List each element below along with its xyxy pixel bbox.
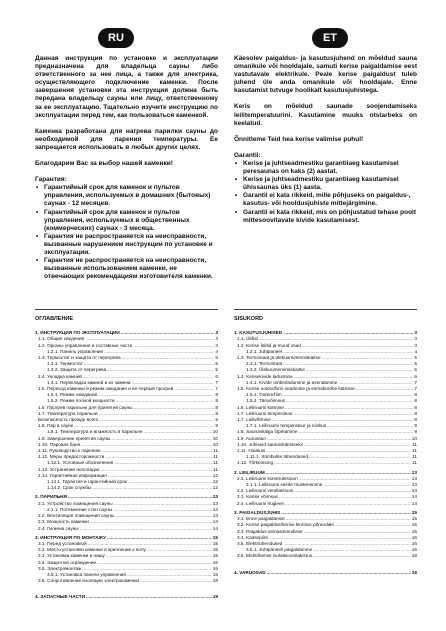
toc-page-number: 3: [414, 330, 417, 336]
ru-warranty-list: [35, 184, 218, 281]
toc-entry-label: 1.2.1. Juhtpaneel: [246, 348, 282, 354]
toc-dot-leader: [285, 501, 411, 507]
toc-page-number: 13: [212, 513, 218, 519]
toc-entry-label: 1.10. Juhiseid saunaskäimiseks: [237, 441, 303, 447]
toc-entry-label: 1.7.1. Leiliruumi temperatuur ja niiskus: [246, 423, 327, 429]
toc-page-number: 4: [414, 348, 417, 354]
toc-entry-label: 1.3.1. Termostaat: [246, 361, 283, 367]
toc-page-number: 14: [212, 519, 218, 525]
ru-warranty-title: Гарантия:: [35, 176, 67, 184]
toc-entry-label: 1.3.1. Термостат: [47, 361, 83, 367]
toc-page-number: 19: [411, 569, 417, 575]
toc-page-number: 6: [215, 373, 218, 379]
toc-entry-label: 1.13. Устранение неполадок: [38, 466, 100, 472]
toc-entry-label: 1.2. Органы управления и составные части: [38, 342, 133, 348]
ru-toc-entry: [35, 485, 218, 491]
toc-page-number: 11: [213, 460, 218, 466]
toc-entry-label: 1.14.1. Гарантия и гарантийный срок: [47, 479, 127, 485]
toc-page-number: 15: [411, 522, 417, 528]
et-thanks-paragraph: Õnnitleme Teid hea kerise valimise puhul!: [234, 135, 364, 143]
ru-thanks-paragraph: Благодарим Вас за выбор нашей каменки!: [35, 160, 173, 168]
toc-entry-label: 4. ЗАПАСНЫЕ ЧАСТИ: [35, 594, 85, 600]
toc-page-number: 11: [213, 466, 218, 472]
ru-toc-entry: [35, 594, 218, 600]
toc-page-number: 15: [411, 509, 417, 515]
section-divider: [234, 309, 417, 310]
toc-entry-label: 2.2. Вентиляция помещения сауны: [38, 513, 115, 519]
ru-warranty-item: • Гарантийный срок для каменок и пультов управления, используемых в домашних (бытовых) саунах - 12 месяцев.: [35, 184, 218, 208]
toc-page-number: 8: [414, 392, 417, 398]
toc-entry-label: 1.4.1. Перекладка камней и их замена: [47, 379, 131, 385]
et-warranty-item: • Kerise ja juhtseadmestiku garantiiaeg kasutamisel ühissaunas üks (1) aasta.: [234, 176, 417, 192]
toc-page-number: 11: [412, 460, 417, 466]
toc-entry-label: 2.4. Leiliruumi hügieen: [237, 500, 285, 506]
ru-warranty-item: • Гарантия не распространяется на неисправности, вызванные использованием каменки, не отвечающих рекомендациям изготовителя каменки.: [35, 257, 218, 281]
toc-page-number: 12: [212, 479, 218, 485]
ru-toc-title: ОГЛАВЛЕНИЕ: [35, 316, 74, 322]
toc-entry-label: 1.5.1. Ooterežiim: [246, 392, 282, 398]
ru-intro-column: [35, 55, 218, 281]
toc-entry-label: 1.6. Leiliruumi kütmine: [237, 404, 284, 410]
toc-entry-label: 2.3. Мощность каменки: [38, 519, 89, 525]
toc-page-number: 18: [411, 553, 417, 559]
toc-page-number: 8: [414, 417, 417, 423]
toc-entry-label: 3. PAIGALDUSJUHIS: [234, 509, 281, 515]
toc-entry-label: 1. KASUTUSJUHISED: [234, 330, 283, 336]
toc-dot-leader: [313, 553, 411, 559]
toc-entry-label: 1.5.2. Режим полной мощности: [47, 398, 115, 404]
toc-page-number: 10: [212, 429, 218, 435]
toc-entry-label: 3.1. Enne paigaldamist: [237, 516, 285, 522]
toc-page-number: 16: [212, 571, 218, 577]
toc-dot-leader: [140, 578, 212, 584]
toc-page-number: 19: [212, 594, 218, 600]
toc-page-number: 14: [411, 500, 417, 506]
et-warranty-item: • Garantii ei kata rikkeid, mis on põhjustatud tehase poolt mittesoovitavate kivide kasutamisest.: [234, 209, 417, 225]
toc-entry-label: 3.4. Kaitsepiire: [237, 534, 269, 540]
language-badge-et: ET: [312, 28, 348, 48]
toc-page-number: 13: [411, 488, 417, 494]
toc-page-number: 15: [212, 553, 218, 559]
et-warranty-list: [234, 160, 417, 225]
toc-page-number: 10: [411, 435, 417, 441]
toc-page-number: 3: [215, 330, 218, 336]
toc-entry-label: 1.3.2. Защита от перегрева: [47, 367, 107, 373]
toc-entry-label: 1.2. Kerise lülitid ja muud osad: [237, 342, 301, 348]
toc-entry-label: 1.14. Гарантийная информация: [38, 472, 107, 478]
toc-entry-label: 1.7. Leilivõtmine: [237, 417, 271, 423]
ru-toc-entry: [35, 526, 218, 532]
toc-entry-label: 1.3. Termostaat ja ülekuumenemiskaitse: [237, 355, 321, 361]
toc-entry-label: 1.12.1. Условные обозначения: [47, 460, 114, 466]
toc-entry-label: 3.5. Электромонтаж: [38, 565, 82, 571]
toc-page-number: 13: [411, 469, 417, 475]
toc-page-number: 3: [414, 342, 417, 348]
toc-entry-label: 1.5. Переход каменки в режим ожидания и ее первый прогрев: [38, 386, 174, 392]
toc-page-number: 8: [215, 392, 218, 398]
toc-entry-label: 3.5.1. Установка панели управления: [47, 571, 126, 577]
toc-entry-label: 1.6. Прогрев парильни для принятия сауны: [38, 404, 133, 410]
toc-entry-label: 1.5. Kerise ooterežiimi seadmine ja esmakordne kütmine: [237, 386, 355, 392]
toc-page-number: 9: [414, 423, 417, 429]
toc-entry-label: 2.1. Leiliruumi konstruktsioon: [237, 475, 298, 481]
toc-page-number: 7: [215, 379, 218, 385]
toc-entry-label: 3.6. Elektrikerise isolatsioonitakistus: [237, 553, 313, 559]
toc-page-number: 18: [212, 578, 218, 584]
toc-entry-label: 3.5. Elektriühendused: [237, 540, 283, 546]
et-warranty-item: • Kerise ja juhtseadmestiku garantiiaeg kasutamisel peresaunas on kaks (2) aastat.: [234, 160, 417, 176]
toc-entry-label: 1.8.1. Температура и влажность в парильне: [47, 429, 143, 435]
toc-entry-label: 1.11.1. Sümbolite tähendused: [246, 454, 308, 460]
et-purpose-paragraph: Keris on mõeldud saunade soojendamiseks leilitemperatuurini. Kasutamine muuks otstarbeks on keelatud.: [234, 103, 417, 127]
ru-intro-paragraph: Данная инструкция по установке и эксплуатации предназначена для владельца сауны либо ответственного за нее лица, а также для электрика, осуществляющего подключение каменки. После завершения установки эта инструкция должна быть передана владельцу сауны или лицу, ответственному за ее эксплуатацию. Тщательно изучите инструкцию по эксплуатации перед тем, как пользоваться каменкой.: [35, 55, 218, 119]
toc-page-number: 8: [414, 410, 417, 416]
toc-dot-leader: [80, 526, 212, 532]
ru-warranty-item: • Гарантия не распространяется на неисправности, вызванные нарушением инструкции по установке и эксплуатации.: [35, 233, 218, 257]
et-intro-paragraph: Käesolev paigaldus- ja kasutusjuhend on mõeldud sauna omanikule või hooldajale, samuti kerise paigaldamise eest vastutavale elektrikule. Peale kerise paigaldust tuleb juhend üle anda omanikule või hooldajale. Enne kasutamist tutvuge hoolikalt kasutusjuhistega.: [234, 55, 417, 95]
toc-page-number: 14: [411, 494, 417, 500]
toc-page-number: 5: [215, 361, 218, 367]
toc-entry-label: 2.1.1. Потемнение стен сауны: [47, 506, 113, 512]
toc-entry-label: 1.7. Leiliruumi temperatuur: [237, 410, 293, 416]
toc-entry-label: 3.2. Kerise paigaldus/kerise kinnitus põrandale: [237, 522, 334, 528]
toc-page-number: 8: [215, 398, 218, 404]
ru-purpose-paragraph: Каменка разработана для нагрева парилки сауны до необходимой для парения температуры. Ее запрещается использовать в любых других целях.: [35, 127, 218, 151]
toc-entry-label: 1.5.1. Режим ожидания: [47, 392, 98, 398]
toc-entry-label: 3.2. Место установки каменки и крепление к полу: [38, 547, 146, 553]
toc-page-number: 15: [411, 516, 417, 522]
ru-toc-entry: [35, 578, 218, 584]
toc-entry-label: 3. ИНСТРУКЦИЯ ПО МОНТАЖУ: [35, 534, 106, 540]
et-warranty-title: Garantii:: [234, 151, 261, 159]
toc-entry-label: 1.4. Kerisekivide laduimine: [237, 373, 293, 379]
toc-entry-label: 2. ПАРИЛЬНЯ: [35, 494, 67, 500]
toc-page-number: 16: [411, 540, 417, 546]
et-toc-title: SISUKORD: [234, 316, 264, 322]
toc-entry-label: 3.5.1. Juhtpaneeli paigaldamine: [246, 547, 313, 553]
toc-page-number: 10: [212, 435, 218, 441]
toc-page-number: 11: [412, 454, 417, 460]
toc-page-number: 5: [414, 361, 417, 367]
toc-page-number: 8: [215, 404, 218, 410]
toc-page-number: 8: [414, 404, 417, 410]
toc-entry-label: 2.1. Устройство помещения сауны: [38, 500, 113, 506]
toc-page-number: 13: [411, 482, 417, 488]
et-toc-entry: [234, 553, 417, 559]
toc-page-number: 13: [411, 475, 417, 481]
toc-dot-leader: [274, 460, 411, 466]
toc-page-number: 7: [414, 379, 417, 385]
section-divider: [35, 309, 218, 310]
toc-page-number: 7: [414, 386, 417, 392]
toc-entry-label: 1.8. Пар в сауне: [38, 423, 74, 429]
toc-entry-label: 2. LEILIRUUM: [234, 469, 265, 475]
toc-page-number: 16: [411, 547, 417, 553]
toc-page-number: 13: [212, 500, 218, 506]
toc-page-number: 16: [212, 565, 218, 571]
toc-page-number: 13: [212, 506, 218, 512]
toc-page-number: 6: [414, 373, 417, 379]
toc-entry-label: 2.4. Гигиена сауны: [38, 525, 79, 531]
toc-entry-label: 2.1.1. Leiliruumi seinte mustenemine: [246, 482, 323, 488]
toc-page-number: 12: [212, 485, 218, 491]
toc-page-number: 5: [215, 367, 218, 373]
toc-page-number: 8: [414, 398, 417, 404]
toc-page-number: 13: [212, 494, 218, 500]
toc-entry-label: 1.11. Hoiatusi: [237, 448, 266, 454]
toc-entry-label: 2.3. Kerise võimsus: [237, 494, 278, 500]
toc-dot-leader: [267, 570, 411, 576]
et-toc-entry: [234, 460, 417, 466]
toc-page-number: 11: [213, 454, 218, 460]
toc-entry-label: 3.4. Защитное ограждение: [38, 559, 97, 565]
et-intro-column: [234, 55, 417, 225]
toc-entry-label: 3.3. Paigaldus seinasüvendisse: [237, 528, 303, 534]
toc-entry-label: 1.10. Паровая баня: [38, 441, 81, 447]
et-toc-entry: [234, 570, 417, 576]
toc-page-number: 11: [412, 448, 417, 454]
language-badge-ru: RU: [98, 28, 134, 48]
toc-entry-label: 2.2. Leiliruumi ventilatsioon: [237, 488, 294, 494]
toc-entry-label: 1.3. Термостат и защита от перегрева: [38, 355, 121, 361]
toc-entry-label: 3.3. Установка каменки в нишу: [38, 553, 105, 559]
et-toc-entry: [234, 501, 417, 507]
toc-page-number: 3: [414, 336, 417, 342]
toc-page-number: 15: [212, 540, 218, 546]
toc-entry-label: 4. VARUOSAD: [234, 569, 266, 575]
et-warranty-item: • Garantii ei kata rikkeid, mille põhjuseks on paigaldus-, kasutus- või hooldusjuhiste mittejärgimine.: [234, 192, 417, 208]
toc-entry-label: 1.12. Tõrkeotsing: [237, 460, 274, 466]
toc-dot-leader: [92, 485, 211, 491]
toc-page-number: 15: [411, 528, 417, 534]
toc-entry-label: 1.4.1. Kivide ümberladumine ja asendamine: [246, 379, 338, 385]
toc-dot-leader: [86, 594, 212, 600]
ru-table-of-contents: [35, 316, 218, 601]
toc-page-number: 9: [215, 423, 218, 429]
toc-page-number: 11: [213, 448, 218, 454]
toc-page-number: 15: [212, 534, 218, 540]
toc-page-number: 16: [411, 534, 417, 540]
toc-entry-label: 1.8. Saunaskäigu lõpetamine: [237, 429, 298, 435]
toc-page-number: 3: [215, 336, 218, 342]
toc-page-number: 15: [212, 547, 218, 553]
toc-page-number: 10: [212, 441, 218, 447]
toc-entry-label: 1.9. Завершение принятия сауны: [38, 435, 111, 441]
toc-page-number: 12: [212, 472, 218, 478]
toc-entry-label: 1.12. Меры предосторожности: [38, 454, 105, 460]
toc-entry-label: 1.4. Укладка камней: [38, 373, 82, 379]
toc-entry-label: 1.1. Общие сведения: [38, 336, 85, 342]
toc-page-number: 5: [215, 355, 218, 361]
toc-entry-label: 1. ИНСТРУКЦИЯ ПО ЭКСПЛУАТАЦИИ: [35, 330, 120, 336]
toc-page-number: 7: [215, 386, 218, 392]
toc-page-number: 4: [215, 348, 218, 354]
toc-page-number: 5: [414, 367, 417, 373]
toc-page-number: 14: [212, 525, 218, 531]
toc-entry-label: 3.1. Перед установкой: [38, 540, 87, 546]
toc-entry-label: 1.14.2. Срок службы: [47, 485, 92, 491]
toc-page-number: 16: [212, 559, 218, 565]
toc-entry-label: 1.1. Üldist: [237, 336, 258, 342]
toc-page-number: 9: [414, 429, 417, 435]
toc-page-number: 3: [215, 342, 218, 348]
toc-entry-label: 1.11. Руководство к парению: [38, 448, 101, 454]
toc-entry-label: Безопасность прежде всего: [38, 417, 99, 423]
toc-page-number: 9: [215, 417, 218, 423]
toc-page-number: 11: [412, 441, 417, 447]
et-table-of-contents: [234, 316, 417, 576]
ru-warranty-item: • Гарантийный срок для каменок и пультов управления, используемых в общественных (коммерческих) саунах - 3 месяца.: [35, 209, 218, 233]
toc-entry-label: 3.6. Сопротивление изоляции электрокаменки: [38, 578, 140, 584]
toc-entry-label: 1.5.2. Täisvõimsus: [246, 398, 285, 404]
toc-entry-label: 1.3.2. Ülekuumenemiskaitse: [246, 367, 305, 373]
toc-entry-label: 1.2.1. Панель управления: [47, 348, 104, 354]
toc-entry-label: 1.9. Aurusaun: [237, 435, 266, 441]
toc-page-number: 5: [414, 355, 417, 361]
toc-page-number: 8: [215, 410, 218, 416]
toc-entry-label: 1.7. Температура парильни: [38, 410, 98, 416]
